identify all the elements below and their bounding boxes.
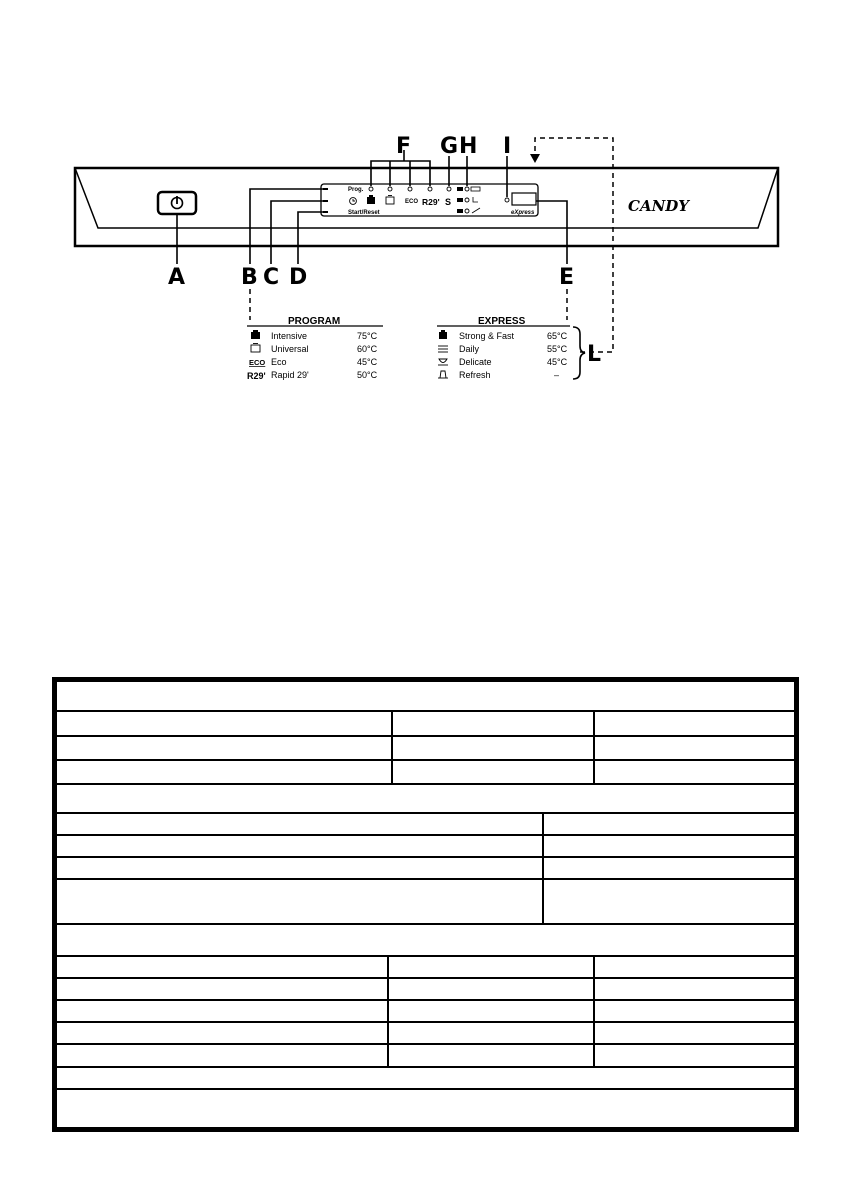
callout-g: G	[440, 134, 459, 159]
spec-table	[52, 677, 799, 1132]
rapid29-icon: R29'	[247, 371, 266, 381]
callout-f: F	[396, 134, 412, 159]
table-row	[57, 1001, 794, 1023]
table-row	[57, 880, 794, 925]
table-row	[57, 858, 794, 880]
table-row	[57, 1023, 794, 1045]
led-salt	[447, 187, 451, 191]
led-rapid29	[428, 187, 432, 191]
rapid29-icon: R29'	[422, 197, 440, 207]
table-cell	[542, 836, 544, 856]
universal-icon	[251, 344, 260, 353]
callout-a: A	[168, 265, 186, 290]
table-section-header	[57, 785, 794, 814]
table-row	[57, 737, 794, 761]
express-item-temp: 55°C	[547, 344, 568, 354]
brand-logo: CANDY	[628, 197, 690, 215]
led-express-2	[465, 198, 469, 202]
table-cell	[593, 957, 595, 977]
led-express-1	[465, 187, 469, 191]
intensive-icon	[367, 195, 375, 204]
table-row	[57, 814, 794, 836]
table-row	[57, 1068, 794, 1090]
table-row	[57, 836, 794, 858]
express-item-name: Daily	[459, 344, 480, 354]
table-cell	[391, 761, 393, 783]
callout-h: H	[459, 134, 478, 159]
table-cell	[542, 858, 544, 878]
express-item-name: Refresh	[459, 370, 491, 380]
led-express-indicator	[505, 198, 509, 202]
program-item-name: Eco	[271, 357, 287, 367]
table-cell	[387, 979, 389, 999]
table-row	[57, 761, 794, 785]
table-cell	[387, 1045, 389, 1066]
start-reset-label: Start/Reset	[348, 210, 380, 216]
table-row	[57, 979, 794, 1001]
program-item-name: Universal	[271, 344, 309, 354]
power-button[interactable]	[158, 192, 196, 214]
express-item-temp: –	[554, 370, 560, 380]
program-leds	[369, 187, 432, 191]
table-cell	[387, 1001, 389, 1021]
table-row	[57, 957, 794, 979]
express-legend-title: EXPRESS	[478, 316, 526, 327]
arrow-head	[530, 154, 540, 163]
table-cell	[387, 957, 389, 977]
intensive-icon	[251, 330, 260, 339]
table-cell	[542, 814, 544, 834]
express-button[interactable]	[512, 193, 536, 205]
table-cell	[387, 1023, 389, 1043]
callout-i: I	[503, 134, 512, 159]
program-legend	[247, 316, 383, 381]
express-legend	[437, 316, 570, 380]
express-item-name: Delicate	[459, 357, 492, 367]
daily-icon	[438, 346, 448, 352]
program-item-temp: 45°C	[357, 357, 378, 367]
curly-brace	[573, 327, 585, 379]
callout-c: C	[263, 265, 280, 290]
callout-b: B	[241, 265, 258, 290]
universal-icon	[386, 196, 394, 205]
callout-d: D	[289, 265, 308, 290]
table-section-header	[57, 925, 794, 957]
program-item-name: Rapid 29'	[271, 370, 309, 380]
clock-icon	[350, 198, 357, 205]
express-item-name: Strong & Fast	[459, 331, 515, 341]
table-cell	[391, 712, 393, 735]
table-cell	[593, 737, 595, 759]
refresh-icon	[438, 371, 448, 378]
table-cell	[593, 761, 595, 783]
strong-fast-icon	[439, 330, 447, 339]
program-item-name: Intensive	[271, 331, 308, 341]
prog-label: Prog.	[348, 187, 364, 193]
table-cell	[542, 880, 544, 923]
led-universal	[388, 187, 392, 191]
eco-icon: ECO	[405, 199, 419, 205]
table-cell	[593, 1001, 595, 1021]
table-cell	[593, 1023, 595, 1043]
table-cell	[391, 737, 393, 759]
salt-icon: S	[445, 197, 452, 207]
program-item-temp: 75°C	[357, 331, 378, 341]
table-cell	[593, 979, 595, 999]
callout-e: E	[559, 265, 575, 290]
callout-l: L	[587, 342, 602, 367]
table-section-header	[57, 682, 794, 712]
express-item-temp: 45°C	[547, 357, 568, 367]
table-cell	[593, 712, 595, 735]
program-legend-title: PROGRAM	[288, 316, 341, 327]
express-button-label: eXpress	[511, 210, 535, 216]
table-footer-row	[57, 1090, 794, 1127]
led-eco	[408, 187, 412, 191]
delicate-icon	[438, 359, 448, 365]
led-intensive	[369, 187, 373, 191]
table-row	[57, 712, 794, 737]
eco-icon: ECO	[249, 358, 266, 367]
express-item-temp: 65°C	[547, 331, 568, 341]
led-express-3	[465, 209, 469, 213]
program-item-temp: 50°C	[357, 370, 378, 380]
express-leds	[457, 187, 480, 213]
program-item-temp: 60°C	[357, 344, 378, 354]
table-row	[57, 1045, 794, 1068]
table-cell	[593, 1045, 595, 1066]
